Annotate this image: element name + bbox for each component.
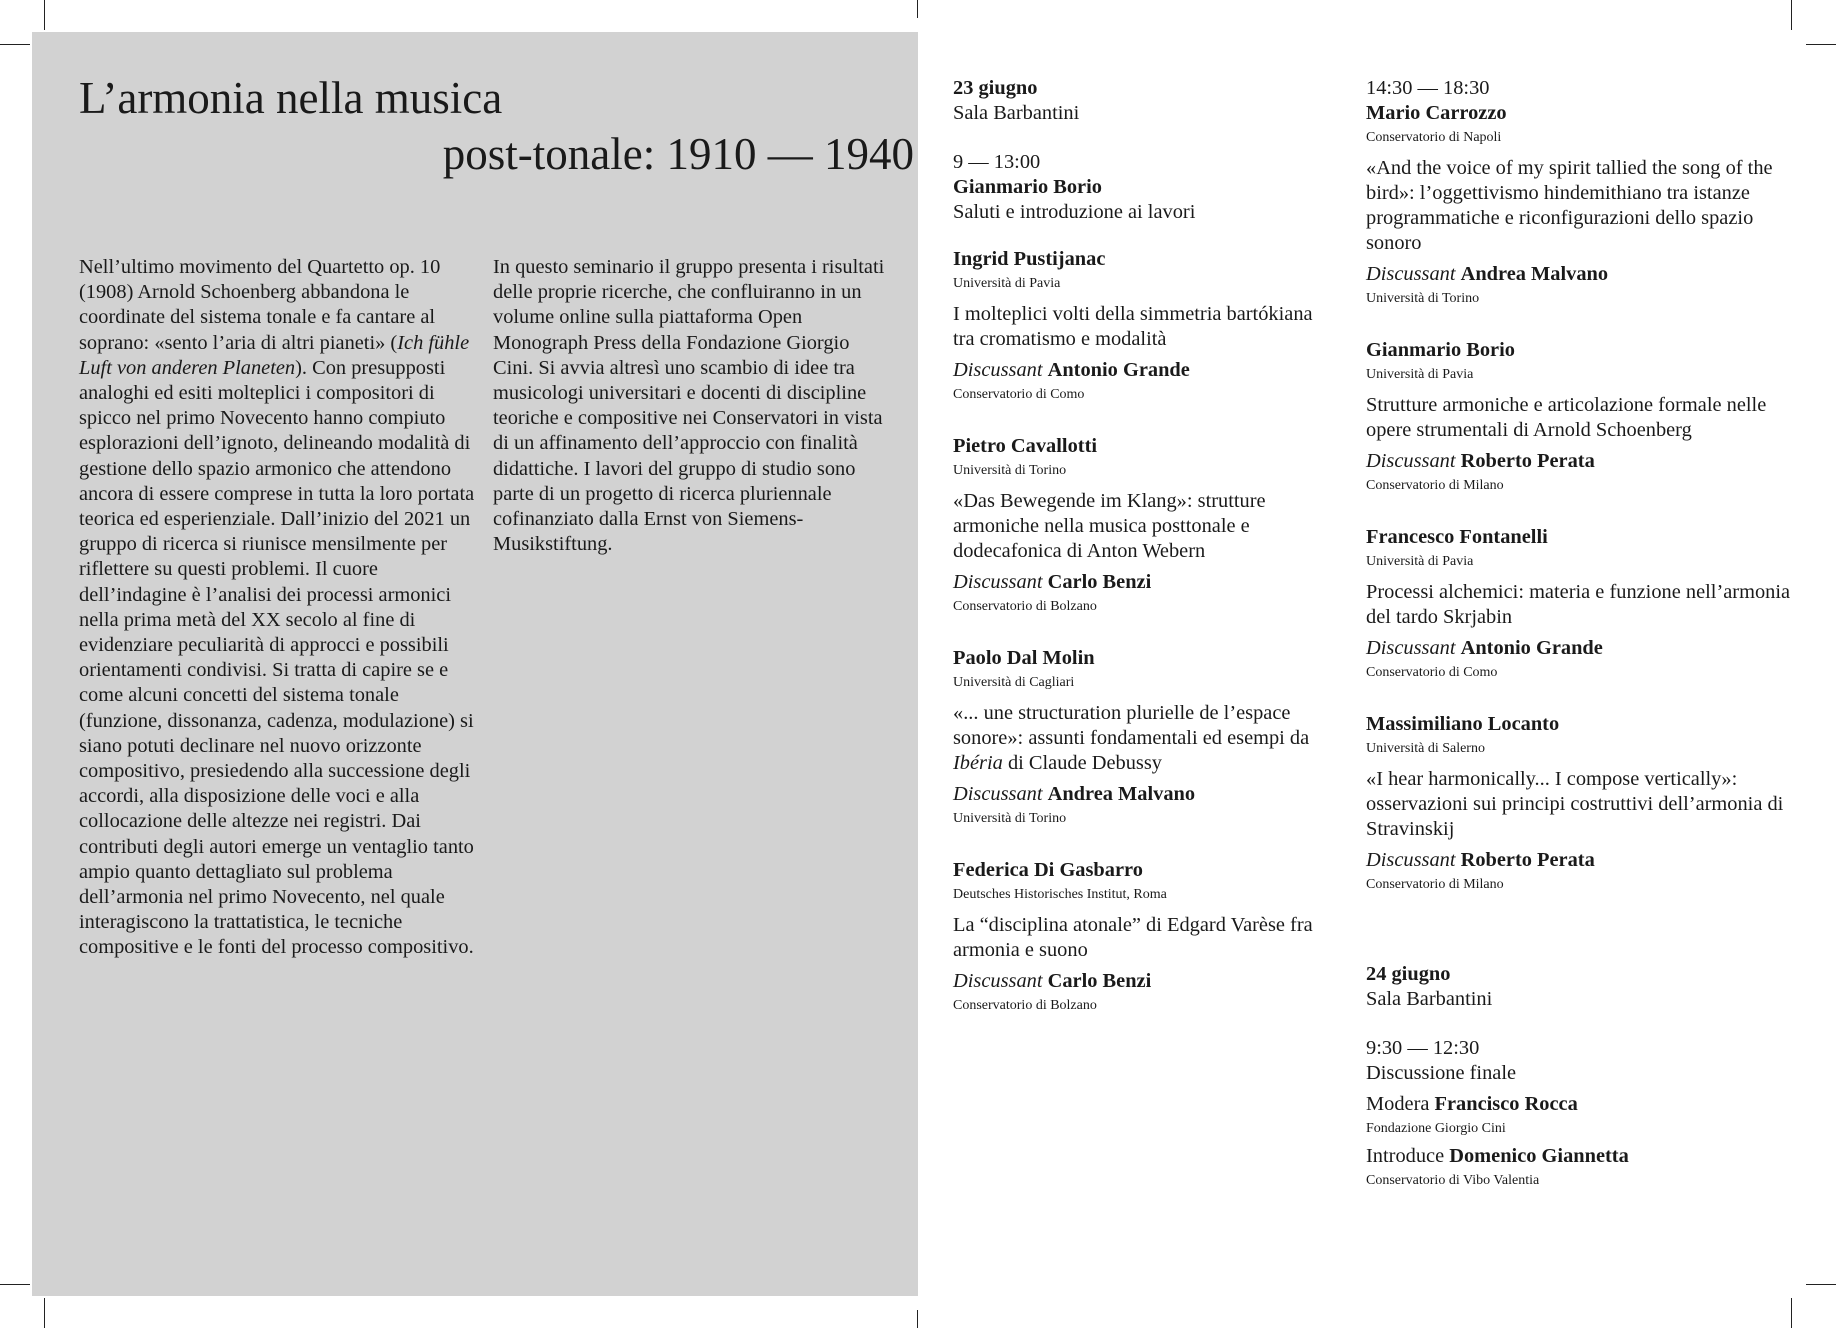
speaker-affiliation: Università di Torino: [953, 463, 1067, 478]
discussant-label: Discussant: [1366, 849, 1456, 871]
opening-speaker: Gianmario Borio: [953, 176, 1102, 198]
moderator-affiliation: Fondazione Giorgio Cini: [1366, 1121, 1506, 1136]
discussant-affiliation: Conservatorio di Como: [1366, 665, 1498, 680]
talk-entry: [953, 858, 1323, 1015]
discussant-name: Antonio Grande: [1047, 359, 1190, 381]
discussant-line: [1366, 262, 1806, 287]
discussant-line: [953, 782, 1323, 807]
talk-entry: [953, 247, 1323, 404]
talk-title: [953, 701, 1323, 776]
opening-session: [953, 150, 1323, 225]
seminar-paragraph: In questo seminario il gruppo presenta i risultati delle proprie ricerche, che confluiranno in un volume online sulla piattaforma Open Monograph Press della Fondazione Giorgio Cini. Si avvia altresì uno scambio di idee tra musicologi universitari e docenti di discipline teoriche e compositive nei Conservatori in vista di un affinamento dell’approccio con finalità didattiche. I lavori del gruppo di studio sono parte di un progetto di ricerca pluriennale cofinanziato dalla Ernst von Siemens-Musikstiftung.: [493, 256, 885, 556]
introducer-name: Domenico Giannetta: [1449, 1145, 1629, 1167]
talk-entry: [953, 646, 1323, 828]
day2-date: 24 giugno: [1366, 963, 1451, 985]
discussant-line: [1366, 636, 1806, 661]
intro-text-start: Nell’ultimo movimento del Quartetto op. 10 (1908) Arnold Schoenberg abbandona le coordinate del sistema tonale e fa cantare al soprano: «sento l’aria di altri pianeti» (: [79, 256, 441, 354]
crop-mark: [1791, 0, 1792, 30]
discussant-line: [1366, 449, 1806, 474]
crop-mark: [1806, 44, 1836, 45]
afternoon-session-time: 14:30 — 18:30: [1366, 77, 1490, 99]
talk-title: La “disciplina atonale” di Edgard Varèse fra armonia e suono: [953, 914, 1313, 961]
discussant-label: Discussant: [1366, 263, 1456, 285]
talk-entry: [1366, 712, 1806, 894]
discussant-label: Discussant: [953, 783, 1043, 805]
discussant-affiliation: Conservatorio di Milano: [1366, 478, 1504, 493]
day1-date: 23 giugno: [953, 77, 1038, 99]
intro-paragraph: [79, 255, 479, 961]
speaker-name: Ingrid Pustijanac: [953, 248, 1106, 270]
discussant-line: [953, 570, 1323, 595]
program-column-2: [1366, 76, 1806, 1190]
day1-venue: Sala Barbantini: [953, 102, 1080, 124]
opening-description: Saluti e introduzione ai lavori: [953, 201, 1196, 223]
speaker-name: Pietro Cavallotti: [953, 435, 1098, 457]
moderator-name: Francisco Rocca: [1434, 1093, 1578, 1115]
discussant-name: Antonio Grande: [1460, 637, 1603, 659]
program-column-1: [953, 76, 1323, 1045]
discussant-name: Andrea Malvano: [1460, 263, 1609, 285]
moderator-line: [1366, 1092, 1806, 1117]
crop-mark: [0, 1284, 30, 1285]
speaker-affiliation: Deutsches Historisches Institut, Roma: [953, 887, 1167, 902]
discussant-label: Discussant: [953, 970, 1043, 992]
discussant-affiliation: Università di Torino: [953, 811, 1067, 826]
discussant-label: Discussant: [1366, 637, 1456, 659]
talk-entry: [1366, 101, 1806, 308]
day2-venue: Sala Barbantini: [1366, 988, 1493, 1010]
talk-title-start: «... une structuration plurielle de l’espace sonore»: assunti fondamentali ed esempi da: [953, 702, 1310, 749]
crop-mark: [1806, 1284, 1836, 1285]
crop-mark: [917, 0, 918, 18]
speaker-name: Mario Carrozzo: [1366, 102, 1507, 124]
seminar-text: [493, 255, 893, 557]
discussant-line: [953, 969, 1323, 994]
discussant-affiliation: Conservatorio di Milano: [1366, 877, 1504, 892]
session-time: 9:30 — 12:30: [1366, 1037, 1480, 1059]
speaker-name: Federica Di Gasbarro: [953, 859, 1143, 881]
intro-text: [79, 255, 479, 961]
session-time: 9 — 13:00: [953, 151, 1041, 173]
discussant-label: Discussant: [953, 571, 1043, 593]
intro-text-end: ). Con presupposti analoghi ed esiti molteplici i compositori di spicco nel primo Novecento hanno compiuto esplorazioni dell’ignoto, delineando modalità di gestione dello spazio armonico che attendono ancora di essere comprese in tutta la loro portata teorica ed esperienziale. Dall’inizio del 2021 un gruppo di ricerca si riunisce mensilmente per riflettere su questi problemi. Il cuore dell’indagine è l’analisi dei processi armonici nella prima metà del XX secolo al fine di evidenziare peculiarità di approcci e possibili orientamenti condivisi. Si tratta di capire se e come alcuni concetti del sistema tonale (funzione, dissonanza, cadenza, modulazione) si siano potuti declinare nel nuovo orizzonte compositivo, presiedendo alla successione degli accordi, alla disposizione delle voci e alla collocazione delle altezze nei registri. Dai contributi degli autori emerge un ventaglio tanto ampio quanto dettagliato sul problema dell’armonia nel primo Novecento, nel quale interagiscono la trattatistica, le tecniche compositive e le fonti del processo compositivo.: [79, 356, 475, 959]
talk-entry: [1366, 338, 1806, 495]
introducer-label: Introduce: [1366, 1145, 1445, 1167]
intro-panel: [32, 32, 918, 1296]
talk-title: I molteplici volti della simmetria bartókiana tra cromatismo e modalità: [953, 303, 1313, 350]
title-line-2: post-tonale: 1910 — 1940: [442, 129, 914, 179]
speaker-name: Paolo Dal Molin: [953, 647, 1095, 669]
speaker-affiliation: Università di Pavia: [1366, 367, 1474, 382]
moderator-label: Modera: [1366, 1093, 1430, 1115]
speaker-affiliation: Università di Cagliari: [953, 675, 1075, 690]
talk-title: Processi alchemici: materia e funzione nell’armonia del tardo Skrjabin: [1366, 581, 1791, 628]
talk-title: Strutture armoniche e articolazione formale nelle opere strumentali di Arnold Schoenberg: [1366, 394, 1767, 441]
discussant-affiliation: Conservatorio di Bolzano: [953, 998, 1097, 1013]
crop-mark: [917, 1310, 918, 1328]
discussant-name: Roberto Perata: [1460, 849, 1595, 871]
discussant-name: Carlo Benzi: [1047, 970, 1152, 992]
intro-quote-italic: Ich fühle Luft von anderen Planeten: [79, 331, 470, 379]
talk-title-italic: Ibéria: [953, 752, 1003, 774]
page-title: [79, 70, 914, 182]
speaker-name: Massimiliano Locanto: [1366, 713, 1560, 735]
session-description: Discussione finale: [1366, 1062, 1517, 1084]
talk-entry: [953, 434, 1323, 616]
speaker-name: Gianmario Borio: [1366, 339, 1515, 361]
discussant-label: Discussant: [953, 359, 1043, 381]
discussant-name: Roberto Perata: [1460, 450, 1595, 472]
speaker-affiliation: Conservatorio di Napoli: [1366, 130, 1502, 145]
discussant-name: Andrea Malvano: [1047, 783, 1196, 805]
introducer-affiliation: Conservatorio di Vibo Valentia: [1366, 1173, 1540, 1188]
speaker-name: Francesco Fontanelli: [1366, 526, 1548, 548]
speaker-affiliation: Università di Salerno: [1366, 741, 1485, 756]
introducer-line: [1366, 1144, 1806, 1169]
speaker-affiliation: Università di Pavia: [953, 276, 1061, 291]
talk-title-end: di Claude Debussy: [1002, 752, 1162, 774]
discussant-line: [1366, 848, 1806, 873]
discussant-label: Discussant: [1366, 450, 1456, 472]
speaker-affiliation: Università di Pavia: [1366, 554, 1474, 569]
discussant-line: [953, 358, 1323, 383]
talk-title: «Das Bewegende im Klang»: strutture armoniche nella musica posttonale e dodecafonica di Anton Webern: [953, 490, 1266, 562]
crop-mark: [44, 1298, 45, 1328]
talk-entry: [1366, 525, 1806, 682]
talk-title: «I hear harmonically... I compose vertically»: osservazioni sui principi costruttivi dell’armonia di Stravinskij: [1366, 768, 1784, 840]
crop-mark: [44, 0, 45, 30]
discussant-affiliation: Università di Torino: [1366, 291, 1480, 306]
day-spacer: [1366, 924, 1806, 962]
discussant-affiliation: Conservatorio di Como: [953, 387, 1085, 402]
talk-title: «And the voice of my spirit tallied the song of the bird»: l’oggettivismo hindemithiano tra istanze programmatiche e riconfigurazioni dello spazio sonoro: [1366, 157, 1773, 254]
title-line-1: L’armonia nella musica: [79, 73, 503, 123]
discussant-affiliation: Conservatorio di Bolzano: [953, 599, 1097, 614]
discussant-name: Carlo Benzi: [1047, 571, 1152, 593]
crop-mark: [0, 44, 30, 45]
crop-mark: [1791, 1298, 1792, 1328]
